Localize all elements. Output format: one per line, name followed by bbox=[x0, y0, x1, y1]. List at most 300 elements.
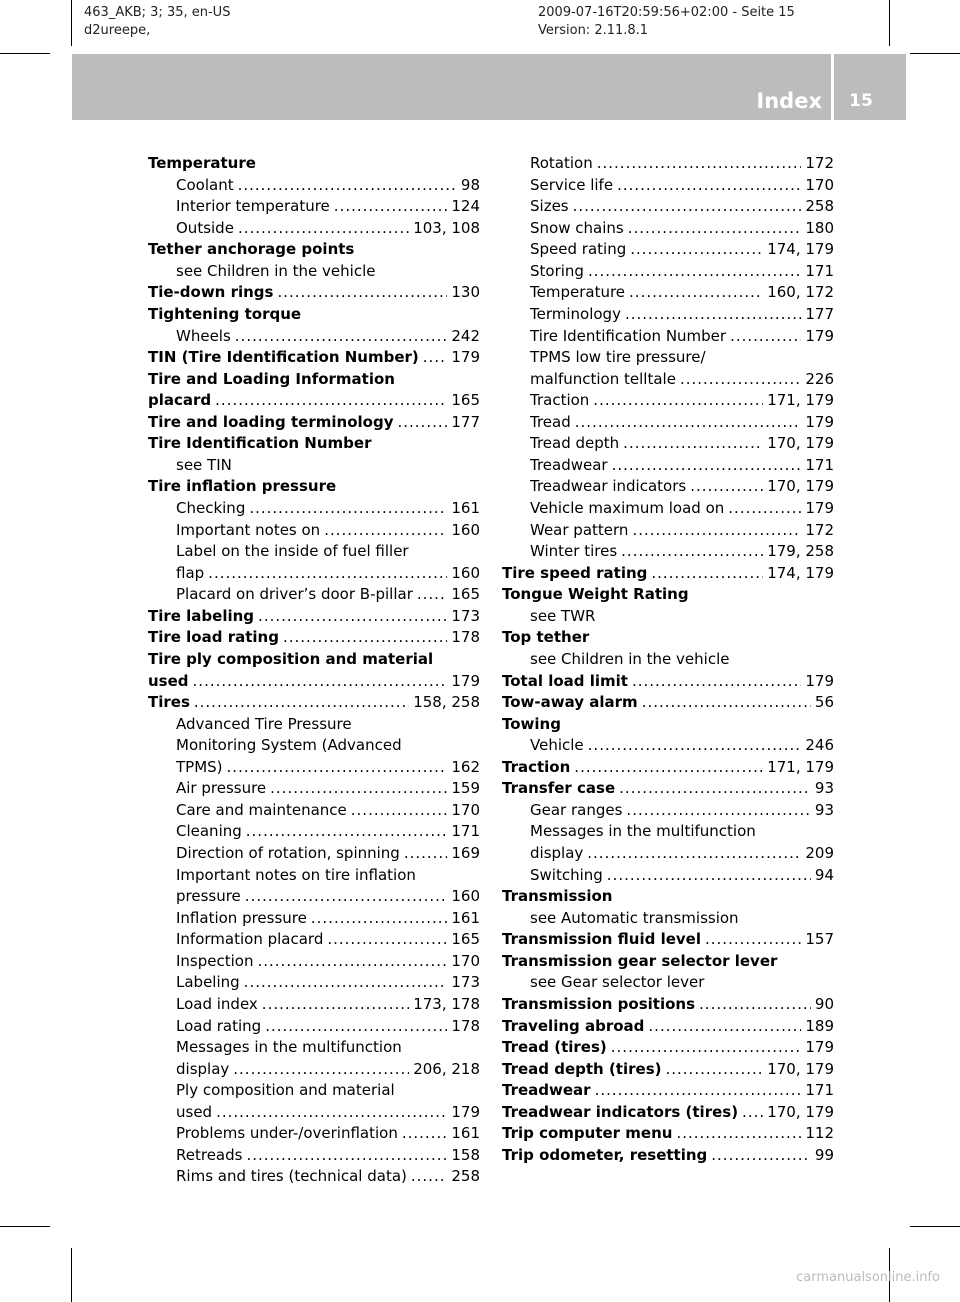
page-reference: 90 bbox=[814, 994, 834, 1013]
entry-text: Tread (tires) bbox=[502, 1038, 607, 1057]
page-reference: 179 bbox=[805, 671, 834, 690]
crop-mark-top-right bbox=[889, 0, 890, 46]
page-reference: 99 bbox=[814, 1145, 834, 1164]
entry-text: see Gear selector lever bbox=[530, 973, 705, 992]
index-entry bbox=[148, 627, 480, 649]
entry-text: Inspection bbox=[176, 951, 254, 970]
index-entry bbox=[502, 929, 834, 951]
entry-text: Checking bbox=[176, 499, 246, 517]
index-subentry bbox=[148, 563, 480, 585]
leader-dots bbox=[351, 800, 448, 822]
entry-text: Tread depth bbox=[530, 434, 620, 453]
index-entry bbox=[148, 390, 480, 412]
index-subentry bbox=[502, 735, 834, 757]
index-entry bbox=[148, 476, 480, 498]
entry-text: Traction bbox=[530, 391, 590, 410]
index-entry bbox=[148, 412, 480, 434]
index-subentry bbox=[148, 175, 480, 197]
index-subentry bbox=[148, 843, 480, 865]
index-subentry bbox=[502, 326, 834, 348]
page-reference: 112 bbox=[805, 1124, 834, 1143]
index-subentry bbox=[148, 778, 480, 800]
index-column-right bbox=[502, 153, 834, 1166]
entry-text: Tire labeling bbox=[148, 606, 255, 625]
index-subentry bbox=[502, 498, 834, 520]
leader-dots bbox=[258, 606, 447, 628]
index-subentry bbox=[502, 239, 834, 261]
page-reference: 124 bbox=[451, 197, 480, 216]
index-entry bbox=[502, 1037, 834, 1059]
entry-text: Retreads bbox=[176, 1145, 243, 1164]
index-subentry bbox=[148, 455, 480, 477]
index-subentry bbox=[502, 821, 834, 843]
crop-mark-top-left bbox=[71, 0, 72, 46]
index-subentry bbox=[148, 1102, 480, 1124]
page-reference: 242 bbox=[451, 326, 480, 345]
page-reference: 56 bbox=[814, 693, 834, 712]
index-entry bbox=[148, 671, 480, 693]
leader-dots bbox=[227, 757, 448, 779]
index-subentry bbox=[148, 1037, 480, 1059]
page-reference: 170, 179 bbox=[767, 1059, 834, 1078]
watermark: carmanualsonline.info bbox=[796, 1270, 940, 1285]
crop-mark-bottom-left bbox=[71, 1248, 72, 1302]
page-reference: 173, 178 bbox=[413, 994, 480, 1013]
entry-text: Rotation bbox=[530, 154, 593, 172]
leader-dots bbox=[595, 1080, 802, 1102]
page-reference: 170 bbox=[805, 175, 834, 194]
entry-text: Messages in the multifunction bbox=[530, 822, 756, 841]
index-entry bbox=[502, 1102, 834, 1124]
index-subentry bbox=[148, 1080, 480, 1102]
entry-text: Messages in the multifunction bbox=[176, 1038, 402, 1057]
index-subentry bbox=[148, 498, 480, 520]
entry-text: Tire Identification Number bbox=[148, 434, 372, 453]
index-subentry bbox=[502, 347, 834, 369]
index-entry bbox=[502, 1145, 834, 1167]
page-reference: 179 bbox=[451, 1102, 480, 1121]
index-subentry bbox=[502, 541, 834, 563]
entry-text: Load rating bbox=[176, 1016, 262, 1035]
page-reference: 161 bbox=[451, 499, 480, 517]
entry-text: Wear pattern bbox=[530, 520, 629, 539]
leader-dots bbox=[334, 196, 448, 218]
entry-text: Vehicle maximum load on bbox=[530, 499, 725, 517]
index-entry bbox=[148, 606, 480, 628]
index-subentry bbox=[148, 908, 480, 930]
index-subentry bbox=[148, 1145, 480, 1167]
leader-dots bbox=[244, 972, 448, 994]
page-reference: 177 bbox=[451, 412, 480, 431]
index-subentry bbox=[502, 369, 834, 391]
page-reference: 178 bbox=[451, 628, 480, 647]
page-reference: 170 bbox=[451, 951, 480, 970]
leader-dots bbox=[238, 175, 457, 197]
leader-dots bbox=[699, 994, 811, 1016]
entry-text: Monitoring System (Advanced bbox=[176, 736, 402, 755]
index-entry bbox=[148, 369, 480, 391]
page-reference: 171 bbox=[451, 822, 480, 841]
crop-mark-right-bottom bbox=[910, 1226, 960, 1227]
leader-dots bbox=[262, 994, 409, 1016]
entry-text: Transmission gear selector lever bbox=[502, 951, 778, 970]
leader-dots bbox=[402, 1123, 448, 1145]
page-reference: 98 bbox=[460, 175, 480, 194]
page-reference: 160 bbox=[451, 520, 480, 539]
index-entry bbox=[502, 994, 834, 1016]
index-subentry bbox=[502, 843, 834, 865]
entry-text: Tire ply composition and material bbox=[148, 649, 434, 668]
entry-text: Labeling bbox=[176, 973, 240, 992]
entry-text: Service life bbox=[530, 175, 614, 194]
page-reference: 171 bbox=[805, 261, 834, 280]
entry-text: Treadwear indicators bbox=[530, 477, 687, 496]
index-subentry bbox=[502, 153, 834, 175]
page-reference: 172 bbox=[805, 154, 834, 172]
entry-text: Outside bbox=[176, 218, 234, 237]
index-entry bbox=[148, 347, 480, 369]
leader-dots bbox=[324, 520, 447, 542]
index-column-left bbox=[148, 153, 480, 1188]
index-entry bbox=[148, 433, 480, 455]
entry-text: Ply composition and material bbox=[176, 1081, 395, 1100]
index-subentry bbox=[148, 994, 480, 1016]
entry-text: Temperature bbox=[148, 154, 256, 172]
entry-text: pressure bbox=[176, 887, 241, 906]
page-reference: 258 bbox=[805, 197, 834, 216]
index-subentry bbox=[148, 261, 480, 283]
entry-text: Tongue Weight Rating bbox=[502, 585, 689, 604]
page-reference: 180 bbox=[805, 218, 834, 237]
entry-text: Tires bbox=[148, 693, 190, 712]
leader-dots bbox=[238, 218, 409, 240]
index-subentry bbox=[148, 821, 480, 843]
leader-dots bbox=[593, 390, 763, 412]
leader-dots bbox=[404, 843, 448, 865]
entry-text: TPMS) bbox=[176, 757, 223, 776]
index-subentry bbox=[502, 433, 834, 455]
leader-dots bbox=[411, 1166, 447, 1188]
page-reference: 171 bbox=[805, 455, 834, 474]
page-reference: 170, 179 bbox=[767, 1102, 834, 1121]
index-subentry bbox=[502, 175, 834, 197]
page-reference: 189 bbox=[805, 1016, 834, 1035]
index-subentry bbox=[148, 1166, 480, 1188]
entry-text: Tightening torque bbox=[148, 304, 302, 323]
entry-text: see Children in the vehicle bbox=[176, 261, 376, 280]
page-reference: 179 bbox=[805, 499, 834, 517]
leader-dots bbox=[587, 843, 801, 865]
leader-dots bbox=[246, 821, 448, 843]
leader-dots bbox=[235, 326, 448, 348]
index-subentry bbox=[502, 800, 834, 822]
page-reference: 93 bbox=[814, 779, 834, 798]
index-entry bbox=[502, 671, 834, 693]
index-subentry bbox=[148, 972, 480, 994]
entry-text: Direction of rotation, spinning bbox=[176, 844, 400, 862]
page-reference: 179, 258 bbox=[767, 542, 834, 561]
leader-dots bbox=[612, 455, 802, 477]
entry-text: see Automatic transmission bbox=[530, 908, 739, 927]
entry-text: display bbox=[176, 1059, 230, 1078]
page-reference: 159 bbox=[451, 779, 480, 798]
entry-text: Information placard bbox=[176, 930, 324, 949]
entry-text: display bbox=[530, 844, 584, 862]
page-reference: 209 bbox=[805, 844, 834, 862]
index-entry bbox=[502, 778, 834, 800]
print-meta-left bbox=[84, 4, 230, 40]
index-entry bbox=[502, 1016, 834, 1038]
leader-dots bbox=[257, 951, 447, 973]
leader-dots bbox=[728, 498, 801, 520]
leader-dots bbox=[651, 563, 763, 585]
page-reference: 165 bbox=[451, 391, 480, 410]
index-subentry bbox=[502, 455, 834, 477]
index-subentry bbox=[502, 304, 834, 326]
entry-text: Tow-away alarm bbox=[502, 693, 638, 712]
entry-text: Label on the inside of fuel filler bbox=[176, 542, 409, 561]
index-subentry bbox=[502, 972, 834, 994]
leader-dots bbox=[597, 153, 802, 175]
page-reference: 179 bbox=[805, 412, 834, 431]
page-reference: 173 bbox=[451, 973, 480, 992]
entry-text: TIN (Tire Identification Number) bbox=[148, 348, 419, 367]
entry-text: Care and maintenance bbox=[176, 800, 347, 819]
page-reference: 226 bbox=[805, 369, 834, 388]
index-entry bbox=[148, 239, 480, 261]
leader-dots bbox=[690, 476, 763, 498]
entry-text: Tie-down rings bbox=[148, 283, 274, 302]
index-subentry bbox=[148, 584, 480, 606]
print-meta-version: Version: 2.11.8.1 bbox=[538, 23, 649, 38]
entry-text: Rims and tires (technical data) bbox=[176, 1167, 407, 1186]
leader-dots bbox=[648, 1016, 801, 1038]
entry-text: Treadwear bbox=[530, 455, 608, 474]
index-subentry bbox=[502, 606, 834, 628]
entry-text: Trip odometer, resetting bbox=[502, 1145, 708, 1164]
page-number: 15 bbox=[849, 91, 873, 111]
index-entry bbox=[502, 584, 834, 606]
index-subentry bbox=[502, 196, 834, 218]
index-entry bbox=[148, 153, 480, 175]
leader-dots bbox=[245, 886, 448, 908]
index-subentry bbox=[148, 886, 480, 908]
leader-dots bbox=[711, 1145, 811, 1167]
leader-dots bbox=[311, 908, 447, 930]
entry-text: Total load limit bbox=[502, 671, 628, 690]
entry-text: Coolant bbox=[176, 175, 234, 194]
page-reference: 160 bbox=[451, 563, 480, 582]
index-subentry bbox=[502, 865, 834, 887]
header-separator bbox=[831, 54, 834, 120]
leader-dots bbox=[632, 520, 801, 542]
leader-dots bbox=[246, 1145, 447, 1167]
page-reference: 171, 179 bbox=[767, 391, 834, 410]
entry-text: Traveling abroad bbox=[502, 1016, 645, 1035]
index-subentry bbox=[148, 929, 480, 951]
leader-dots bbox=[215, 390, 447, 412]
page-reference: 174, 179 bbox=[767, 563, 834, 582]
entry-text: Problems under-/overinflation bbox=[176, 1124, 398, 1143]
entry-text: Transfer case bbox=[502, 779, 616, 798]
leader-dots bbox=[630, 239, 763, 261]
entry-text: placard bbox=[148, 391, 212, 410]
leader-dots bbox=[270, 778, 447, 800]
leader-dots bbox=[623, 433, 763, 455]
crop-mark-left-top bbox=[0, 53, 50, 54]
entry-text: see Children in the vehicle bbox=[530, 649, 730, 668]
leader-dots bbox=[626, 800, 810, 822]
entry-text: Load index bbox=[176, 994, 258, 1013]
leader-dots bbox=[588, 735, 802, 757]
entry-text: Traction bbox=[502, 757, 571, 776]
index-subentry bbox=[502, 520, 834, 542]
page-reference: 157 bbox=[805, 930, 834, 949]
page-reference: 171, 179 bbox=[767, 757, 834, 776]
entry-text: Inflation pressure bbox=[176, 908, 307, 927]
page-reference: 162 bbox=[451, 757, 480, 776]
page-reference: 103, 108 bbox=[413, 218, 480, 237]
index-entry bbox=[148, 649, 480, 671]
entry-text: Top tether bbox=[502, 628, 590, 647]
index-subentry bbox=[148, 714, 480, 736]
leader-dots bbox=[629, 282, 763, 304]
leader-dots bbox=[277, 282, 447, 304]
index-entry bbox=[502, 1080, 834, 1102]
index-entry bbox=[148, 692, 480, 714]
print-meta-job: 463_AKB; 3; 35, en-US bbox=[84, 5, 231, 20]
page-reference: 173 bbox=[451, 606, 480, 625]
entry-text: Towing bbox=[502, 714, 561, 733]
crop-mark-right-top bbox=[910, 53, 960, 54]
index-subentry bbox=[502, 282, 834, 304]
page-reference: 161 bbox=[451, 908, 480, 927]
index-subentry bbox=[502, 908, 834, 930]
entry-text: Important notes on bbox=[176, 520, 321, 539]
index-subentry bbox=[148, 1059, 480, 1081]
page-reference: 258 bbox=[451, 1167, 480, 1186]
index-subentry bbox=[148, 951, 480, 973]
page-reference: 170, 179 bbox=[767, 477, 834, 496]
leader-dots bbox=[194, 692, 409, 714]
entry-text: Treadwear bbox=[502, 1081, 591, 1100]
leader-dots bbox=[193, 671, 448, 693]
index-subentry bbox=[502, 476, 834, 498]
entry-text: Switching bbox=[530, 865, 603, 884]
entry-text: used bbox=[176, 1102, 213, 1121]
index-subentry bbox=[148, 196, 480, 218]
entry-text: Vehicle bbox=[530, 736, 584, 755]
entry-text: Speed rating bbox=[530, 240, 627, 259]
entry-text: Tether anchorage points bbox=[148, 240, 355, 259]
page-reference: 170 bbox=[451, 800, 480, 819]
print-meta-timestamp: 2009-07-16T20:59:56+02:00 - Seite 15 bbox=[538, 5, 795, 20]
leader-dots bbox=[632, 671, 801, 693]
leader-dots bbox=[575, 412, 802, 434]
entry-text: flap bbox=[176, 563, 205, 582]
index-entry bbox=[148, 282, 480, 304]
page-reference: 158 bbox=[451, 1145, 480, 1164]
page-reference: 179 bbox=[805, 1038, 834, 1057]
entry-text: Transmission positions bbox=[502, 994, 696, 1013]
leader-dots bbox=[397, 412, 447, 434]
index-entry bbox=[148, 304, 480, 326]
entry-text: Tire Identification Number bbox=[530, 326, 727, 345]
page-reference: 206, 218 bbox=[413, 1059, 480, 1078]
entry-text: Tire load rating bbox=[148, 628, 279, 647]
index-entry bbox=[502, 951, 834, 973]
entry-text: Placard on driver’s door B-pillar bbox=[176, 585, 413, 604]
leader-dots bbox=[617, 175, 801, 197]
entry-text: Tire and loading terminology bbox=[148, 412, 394, 431]
index-subentry bbox=[502, 218, 834, 240]
index-subentry bbox=[502, 390, 834, 412]
index-subentry bbox=[148, 520, 480, 542]
page-reference: 179 bbox=[805, 326, 834, 345]
page-reference: 130 bbox=[451, 283, 480, 302]
section-title: Index bbox=[756, 89, 822, 113]
entry-text: Interior temperature bbox=[176, 197, 330, 216]
leader-dots bbox=[249, 498, 447, 520]
entry-text: Transmission bbox=[502, 887, 613, 906]
index-subentry bbox=[148, 800, 480, 822]
entry-text: Tire and Loading Information bbox=[148, 369, 395, 388]
print-meta-right bbox=[538, 4, 795, 40]
entry-text: Wheels bbox=[176, 326, 231, 345]
leader-dots bbox=[417, 584, 447, 606]
index-subentry bbox=[148, 1016, 480, 1038]
page-reference: 179 bbox=[451, 348, 480, 367]
leader-dots bbox=[680, 369, 801, 391]
leader-dots bbox=[628, 218, 802, 240]
index-subentry bbox=[148, 865, 480, 887]
page-reference: 160, 172 bbox=[767, 283, 834, 302]
leader-dots bbox=[619, 778, 811, 800]
page-reference: 169 bbox=[451, 844, 480, 862]
entry-text: used bbox=[148, 671, 189, 690]
entry-text: Important notes on tire inflation bbox=[176, 865, 416, 884]
leader-dots bbox=[574, 757, 763, 779]
index-entry bbox=[502, 714, 834, 736]
leader-dots bbox=[642, 692, 811, 714]
index-entry bbox=[502, 563, 834, 585]
page-reference: 177 bbox=[805, 304, 834, 323]
index-subentry bbox=[502, 412, 834, 434]
index-subentry bbox=[148, 735, 480, 757]
page-reference: 160 bbox=[451, 887, 480, 906]
leader-dots bbox=[265, 1016, 447, 1038]
page-reference: 246 bbox=[805, 736, 834, 755]
leader-dots bbox=[705, 929, 801, 951]
index-subentry bbox=[148, 1123, 480, 1145]
index-entry bbox=[502, 757, 834, 779]
page-reference: 178 bbox=[451, 1016, 480, 1035]
index-entry bbox=[502, 886, 834, 908]
entry-text: Treadwear indicators (tires) bbox=[502, 1102, 739, 1121]
leader-dots bbox=[283, 627, 447, 649]
page-reference: 94 bbox=[814, 865, 834, 884]
leader-dots bbox=[611, 1037, 802, 1059]
page-reference: 179 bbox=[451, 671, 480, 690]
entry-text: Tire speed rating bbox=[502, 563, 648, 582]
leader-dots bbox=[676, 1123, 801, 1145]
page-reference: 93 bbox=[814, 800, 834, 819]
crop-mark-left-bottom bbox=[0, 1226, 50, 1227]
entry-text: see TIN bbox=[176, 455, 232, 474]
entry-text: Terminology bbox=[530, 304, 621, 323]
index-subentry bbox=[148, 218, 480, 240]
index-subentry bbox=[148, 326, 480, 348]
